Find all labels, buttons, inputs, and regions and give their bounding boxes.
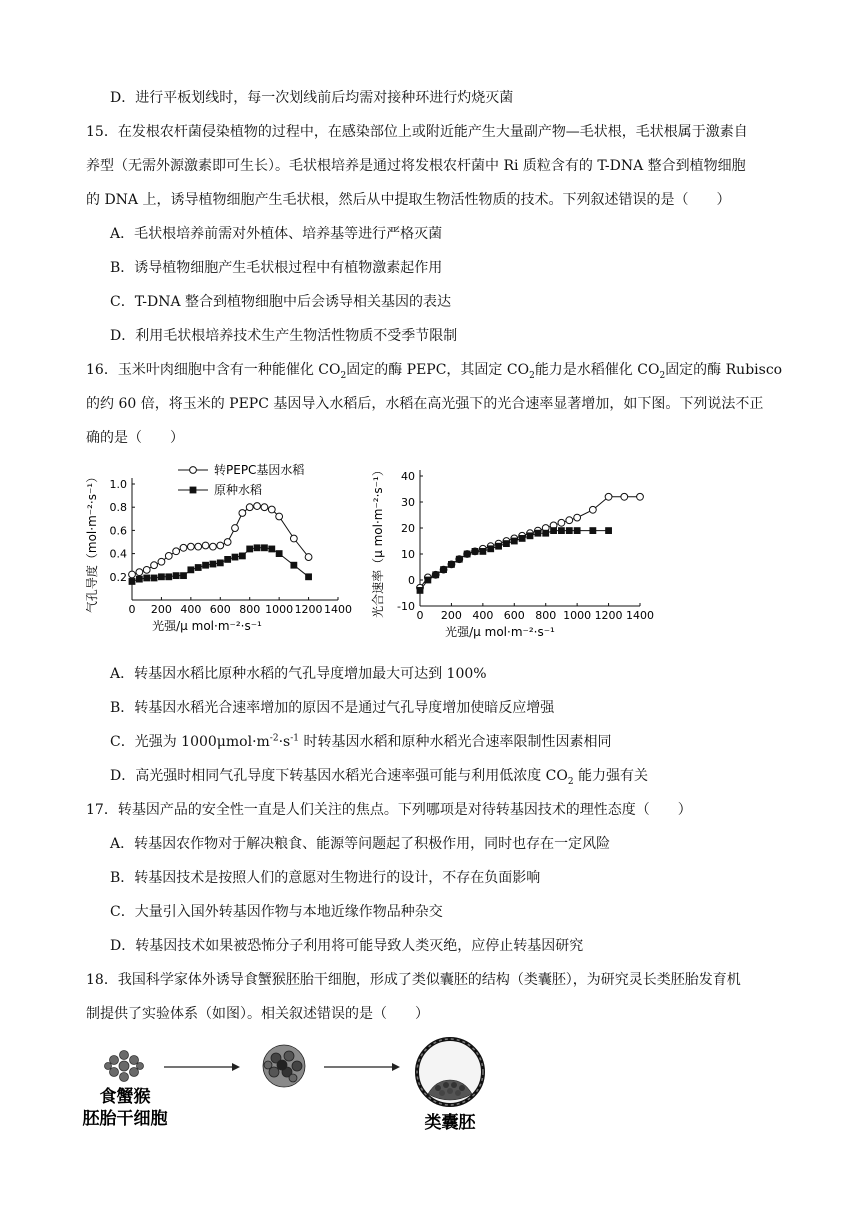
q18-stem-line-2: 制提供了实验体系（如图）。相关叙述错误的是（ ） — [86, 1006, 429, 1022]
data-point-filled-square — [440, 566, 447, 573]
chart-stomatal-conductance — [86, 462, 352, 633]
diagram-label-blastoid: 类囊胚 — [424, 1113, 476, 1133]
data-point-filled-square — [180, 572, 187, 579]
data-point-filled-square — [479, 548, 486, 555]
data-point-open-circle — [129, 571, 136, 578]
data-point-filled-square — [305, 573, 312, 580]
data-point-filled-square — [246, 546, 253, 553]
data-point-open-circle — [151, 562, 158, 569]
data-point-filled-square — [224, 556, 231, 563]
data-point-filled-square — [558, 527, 565, 534]
q15-option-b: B．诱导植物细胞产生毛状根过程中有植物激素起作用 — [110, 260, 443, 276]
y-tick-label: 0.2 — [109, 570, 127, 584]
q16-charts-svg — [86, 462, 686, 648]
q15-stem-line-3: 的 DNA 上，诱导植物细胞产生毛状根，然后从中提取生物活性物质的技术。下列叙述错误的是（ ） — [86, 192, 731, 208]
q17-option-a: A．转基因农作物对于解决粮食、能源等问题起了积极作用，同时也存在一定风险 — [110, 836, 611, 852]
data-point-filled-square — [173, 572, 180, 579]
data-point-filled-square — [456, 556, 463, 563]
data-point-open-circle — [202, 542, 209, 549]
x-tick-label: 800 — [239, 603, 261, 616]
cell-aggregate-icon — [263, 1045, 305, 1087]
data-point-filled-square — [254, 544, 261, 551]
chart-photosynthesis-rate — [370, 464, 654, 639]
q18-diagram-svg — [80, 1036, 500, 1136]
data-point-filled-square — [495, 543, 502, 550]
data-point-open-circle — [187, 543, 194, 550]
superscript: -2 — [269, 733, 279, 744]
q16-option-d-part-a: D．高光强时相同气孔导度下转基因水稻光合速率强可能与利用低浓度 CO — [110, 768, 568, 784]
x-tick-label: 1000 — [563, 609, 592, 622]
data-point-open-circle — [180, 544, 187, 551]
legend-entry: 原种水稻 — [214, 483, 263, 497]
stem-cell-cluster-icon — [105, 1051, 144, 1082]
y-axis-label: 气孔导度（mol·m⁻²·s⁻¹） — [86, 470, 99, 614]
data-point-filled-square — [605, 527, 612, 534]
q17-option-d: D．转基因技术如果被恐怖分子利用将可能导致人类灭绝，应停止转基因研究 — [110, 938, 584, 954]
data-point-open-circle — [254, 503, 261, 510]
data-point-filled-square — [511, 538, 518, 545]
data-point-open-circle — [217, 542, 224, 549]
q16-option-c-mid: ·s — [278, 734, 291, 750]
data-point-filled-square — [519, 535, 526, 542]
y-tick-label: 0.4 — [109, 547, 127, 561]
data-point-open-circle — [261, 504, 268, 511]
q15-option-c: C．T-DNA 整合到植物细胞中后会诱导相关基因的表达 — [110, 294, 452, 310]
data-point-open-circle — [290, 535, 297, 542]
diagram-label-stem-cell-line-1: 食蟹猴 — [99, 1087, 151, 1107]
legend-marker-open-circle — [190, 467, 197, 474]
y-tick-label: 30 — [401, 496, 415, 509]
data-point-open-circle — [276, 513, 283, 520]
data-point-open-circle — [305, 554, 312, 561]
data-point-filled-square — [232, 554, 239, 561]
data-point-filled-square — [542, 530, 549, 537]
x-tick-label: 1200 — [294, 603, 323, 616]
data-point-filled-square — [136, 576, 143, 583]
q16-stem-part-b: 固定的酶 PEPC，其固定 CO — [346, 362, 530, 378]
data-point-filled-square — [151, 575, 158, 582]
data-point-open-circle — [195, 543, 202, 550]
data-point-filled-square — [129, 578, 136, 585]
x-axis-label: 光强/μ mol·m⁻²·s⁻¹ — [445, 625, 555, 639]
q16-stem-part-a: 16．玉米叶肉细胞中含有一种能催化 CO — [86, 362, 341, 378]
data-point-filled-square — [217, 559, 224, 566]
data-point-open-circle — [605, 493, 612, 500]
y-tick-label: 10 — [401, 548, 415, 561]
q16-option-d-part-b: 能力强有关 — [573, 768, 649, 784]
y-tick-label: -10 — [397, 600, 415, 613]
q16-stem-part-d: 固定的酶 Rubisco — [665, 362, 783, 378]
subscript-2: 2 — [567, 776, 574, 787]
x-tick-label: 600 — [503, 609, 525, 622]
data-point-filled-square — [417, 587, 424, 594]
data-point-filled-square — [464, 551, 471, 558]
q16-option-c — [110, 732, 611, 752]
superscript: -1 — [290, 733, 299, 744]
y-axis-label: 光合速率（μ mol·m⁻²·s⁻¹） — [371, 464, 385, 618]
data-point-open-circle — [210, 543, 217, 550]
data-point-filled-square — [290, 562, 297, 569]
data-point-open-circle — [246, 504, 253, 511]
data-point-filled-square — [566, 527, 573, 534]
data-point-filled-square — [239, 553, 246, 560]
data-point-filled-square — [527, 532, 534, 539]
data-point-filled-square — [187, 566, 194, 573]
q17-option-c: C．大量引入国外转基因作物与本地近缘作物品种杂交 — [110, 904, 443, 920]
legend-marker-filled-square — [190, 487, 197, 494]
data-point-open-circle — [637, 493, 644, 500]
data-point-open-circle — [173, 548, 180, 555]
data-point-filled-square — [158, 573, 165, 580]
y-tick-label: 0.8 — [109, 501, 127, 515]
data-point-open-circle — [224, 539, 231, 546]
q15-option-a: A．毛状根培养前需对外植体、培养基等进行严格灭菌 — [110, 226, 443, 242]
data-point-filled-square — [165, 573, 172, 580]
data-point-filled-square — [574, 527, 581, 534]
x-tick-label: 400 — [472, 609, 494, 622]
q16-option-b: B．转基因水稻光合速率增加的原因不是通过气孔导度增加使暗反应增强 — [110, 700, 555, 716]
arrow-right-icon — [164, 1063, 240, 1071]
x-axis-label: 光强/μ mol·m⁻²·s⁻¹ — [152, 619, 262, 633]
y-tick-label: 40 — [401, 470, 415, 483]
y-tick-label: 20 — [401, 522, 415, 535]
data-point-filled-square — [448, 561, 455, 568]
data-point-filled-square — [589, 527, 596, 534]
data-point-filled-square — [550, 527, 557, 534]
data-point-open-circle — [143, 566, 150, 573]
q16-stem-part-c: 能力是水稻催化 CO — [534, 362, 660, 378]
data-point-filled-square — [268, 546, 275, 553]
x-tick-label: 1400 — [626, 609, 654, 622]
data-point-open-circle — [232, 525, 239, 532]
q17-stem: 17．转基因产品的安全性一直是人们关注的焦点。下列哪项是对待转基因技术的理性态度（ ） — [86, 802, 692, 818]
diagram-label-stem-cell-line-2: 胚胎干细胞 — [82, 1109, 168, 1129]
data-point-filled-square — [487, 545, 494, 552]
q16-option-d — [110, 766, 648, 786]
data-point-filled-square — [202, 562, 209, 569]
data-point-filled-square — [472, 548, 479, 555]
data-point-open-circle — [621, 493, 628, 500]
x-tick-label: 800 — [535, 609, 557, 622]
blastoid-icon — [417, 1039, 483, 1105]
data-point-open-circle — [268, 506, 275, 513]
q16-stem-line-2: 的约 60 倍，将玉米的 PEPC 基因导入水稻后，水稻在高光强下的光合速率显著增加，如下图。下列说法不正 — [86, 396, 764, 412]
x-tick-label: 1200 — [594, 609, 623, 622]
q17-option-b: B．转基因技术是按照人们的意愿对生物进行的设计，不存在负面影响 — [110, 870, 541, 886]
y-tick-label: 1.0 — [109, 478, 127, 491]
x-tick-label: 200 — [440, 609, 462, 622]
data-point-open-circle — [136, 569, 143, 576]
q15-option-d: D．利用毛状根培养技术生产生物活性物质不受季节限制 — [110, 328, 458, 344]
x-tick-label: 200 — [150, 603, 172, 616]
x-tick-label: 0 — [416, 609, 424, 622]
data-point-open-circle — [566, 517, 573, 524]
data-point-open-circle — [158, 558, 165, 565]
q16-option-c-part-b: 时转基因水稻和原种水稻光合速率限制性因素相同 — [299, 734, 612, 750]
x-tick-label: 0 — [128, 603, 136, 616]
q16-option-a: A．转基因水稻比原种水稻的气孔导度增加最大可达到 100% — [110, 666, 487, 682]
y-tick-label: 0 — [408, 574, 415, 587]
data-point-filled-square — [210, 561, 217, 568]
q16-stem-line-3: 确的是（ ） — [86, 430, 184, 446]
data-point-filled-square — [276, 550, 283, 557]
q18-diagram — [80, 1036, 500, 1136]
data-point-open-circle — [165, 553, 172, 560]
x-tick-label: 1000 — [265, 603, 294, 616]
y-tick-label: 0.6 — [109, 524, 127, 538]
data-point-open-circle — [589, 506, 596, 513]
series-line — [420, 497, 640, 588]
x-tick-label: 400 — [180, 603, 202, 616]
data-point-filled-square — [424, 577, 431, 584]
data-point-filled-square — [143, 575, 150, 582]
x-tick-label: 1400 — [324, 603, 352, 616]
data-point-filled-square — [503, 540, 510, 547]
q16-option-c-part-a: C．光强为 1000μmol·m — [110, 734, 270, 750]
subscript-2: 2 — [340, 370, 347, 381]
data-point-open-circle — [239, 510, 246, 517]
subscript-2: 2 — [659, 370, 666, 381]
arrow-right-icon — [324, 1063, 400, 1071]
data-point-filled-square — [195, 564, 202, 571]
data-point-filled-square — [261, 544, 268, 551]
x-tick-label: 600 — [209, 603, 231, 616]
data-point-open-circle — [574, 514, 581, 521]
q18-stem-line-1: 18．我国科学家体外诱导食蟹猴胚胎干细胞，形成了类似囊胚的结构（类囊胚），为研究灵长类胚胎发育机 — [86, 972, 741, 988]
subscript-2: 2 — [529, 370, 535, 381]
q16-stem-line-1 — [86, 360, 782, 380]
q16-figure — [86, 462, 686, 648]
q14-option-d: D．进行平板划线时，每一次划线前后均需对接种环进行灼烧灭菌 — [110, 90, 514, 106]
q15-stem-line-2: 养型（无需外源激素即可生长）。毛状根培养是通过将发根农杆菌中 Ri 质粒含有的 T-DNA 整合到植物细胞 — [86, 158, 746, 174]
q15-stem-line-1: 15．在发根农杆菌侵染植物的过程中，在感染部位上或附近能产生大量副产物—毛状根，毛状根属于激素自 — [86, 124, 748, 140]
legend-entry: 转PEPC基因水稻 — [214, 463, 305, 477]
data-point-open-circle — [558, 519, 565, 526]
data-point-filled-square — [534, 530, 541, 537]
data-point-filled-square — [432, 571, 439, 578]
